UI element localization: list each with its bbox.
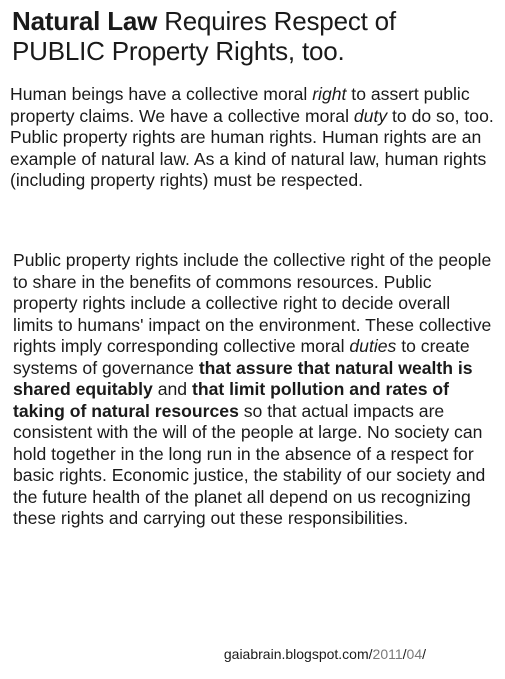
url-sep1: /: [402, 646, 407, 662]
title-line2: PUBLIC Property Rights, too.: [12, 36, 345, 66]
paragraph2-run: to create systems of governance: [13, 336, 470, 378]
paragraph2-run: Public property rights include the collective right of the people to share in the benefits of commons resources. Public property rights include a collective right to decide overall limits to humans' impact on the environment. These collective rights imply corresponding collective moral: [13, 250, 492, 356]
source-url: [224, 645, 426, 663]
paragraph2-run: that assure that natural wealth is shared equitably: [13, 357, 473, 399]
url-domain: gaiabrain.blogspot.com/: [223, 646, 373, 662]
paragraph1-run: to assert public property claims. We have a collective moral: [10, 84, 470, 126]
paragraph1-run: to do so, too. Public property rights are human rights. Human rights are an example of natural law. As a kind of natural law, human rights (including property rights) must be respected.: [10, 105, 494, 190]
paragraph2-run: so that actual impacts are consistent with the will of the people at large. No society can hold together in the long run in the absence of a respect for basic rights. Economic justice, the stability of our society and the future health of the planet all depend on us recognizing these rights and carrying out these responsibilities.: [13, 400, 486, 528]
paragraph1-run: duty: [353, 105, 388, 126]
url-year: 2011: [372, 646, 403, 662]
paragraph-2: [13, 250, 493, 530]
page-title: [12, 6, 497, 66]
paragraph1-run: right: [312, 84, 347, 104]
paragraph2-run: duties: [349, 336, 397, 356]
paragraph-1: [10, 84, 495, 192]
title-bold: Natural Law: [12, 6, 158, 36]
paragraph2-run: and: [152, 379, 192, 399]
title-rest: Requires Respect of: [157, 6, 396, 36]
url-sep2: /: [422, 646, 426, 662]
url-month: 04: [406, 646, 423, 662]
paragraph1-run: Human beings have a collective moral: [10, 84, 313, 104]
paragraph2-run: that limit pollution and rates of taking of natural resources: [13, 379, 450, 421]
